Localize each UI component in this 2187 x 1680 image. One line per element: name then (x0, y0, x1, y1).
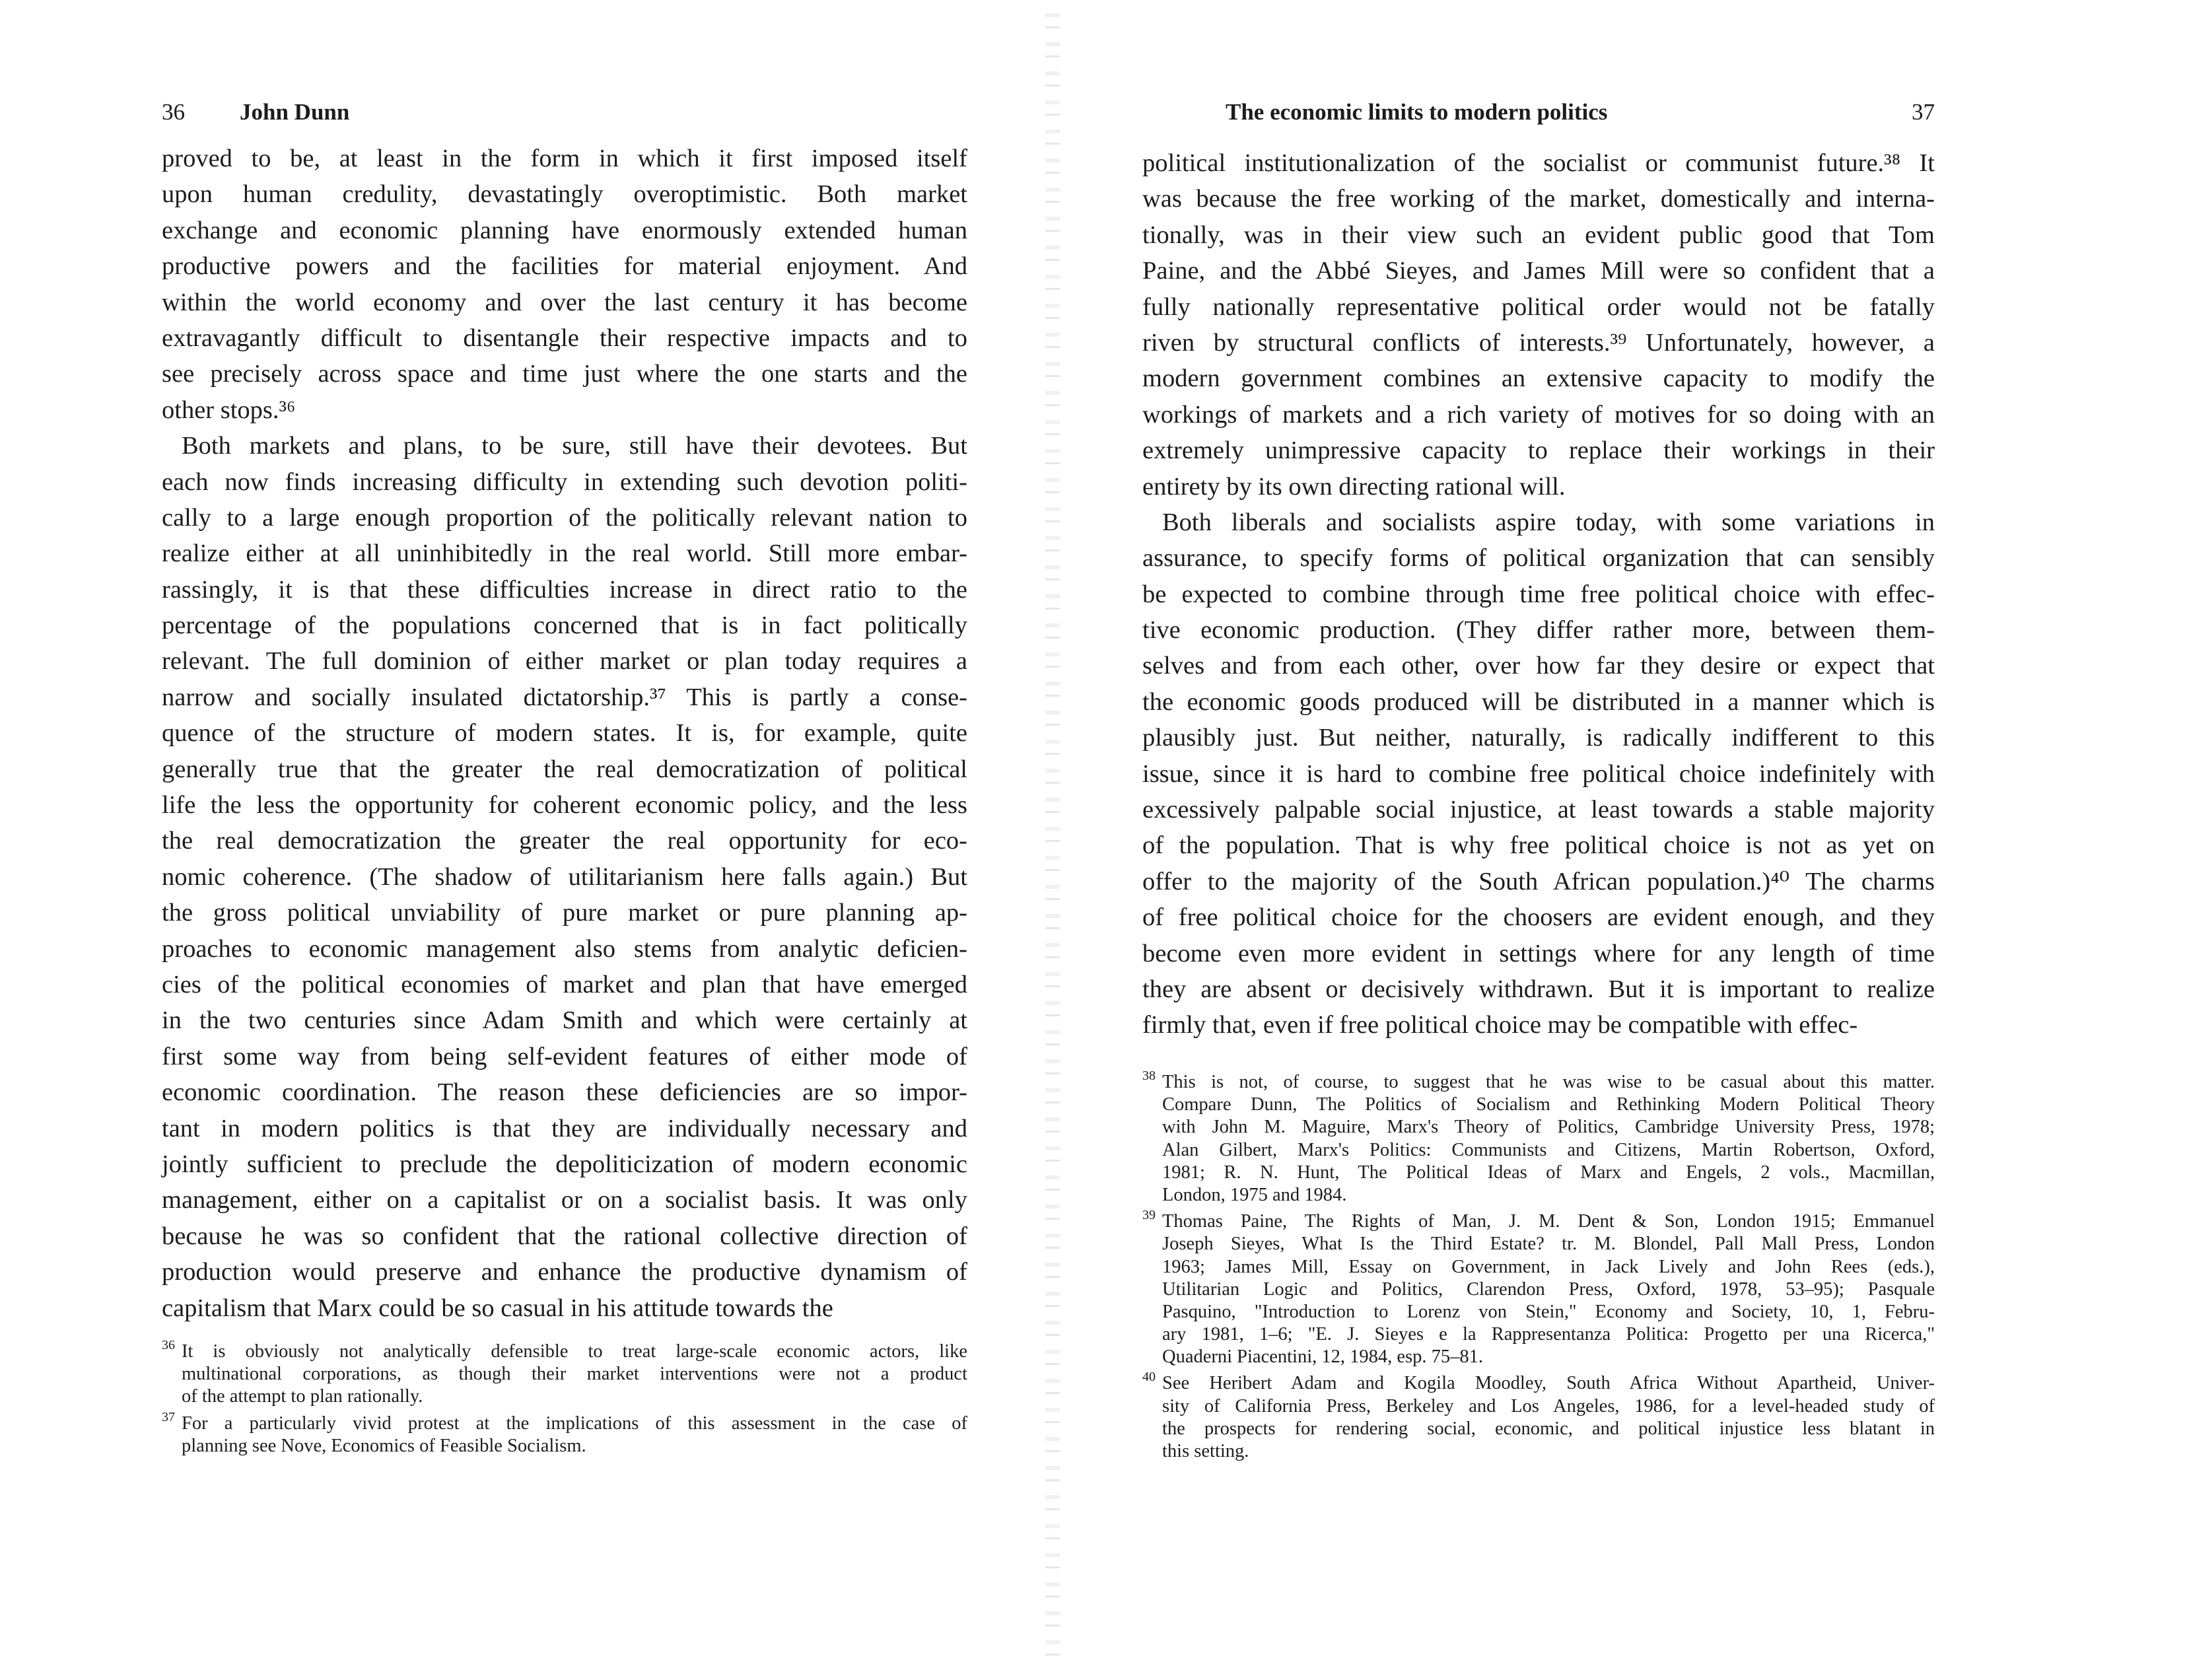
body-line: within the world economy and over the last century it has become (162, 288, 967, 316)
body-line: cally to a large enough proportion of the politically relevant nation to (162, 503, 967, 532)
left-running-head-title: John Dunn (240, 99, 350, 125)
body-line: riven by structural conflicts of interests.³⁹ Unfortunately, however, a (1142, 328, 1935, 357)
body-line: political institutionalization of the socialist or communist future.³⁸ It (1142, 149, 1935, 177)
footnote-line: It is obviously not analytically defensible to treat large-scale economic actors, like (182, 1341, 967, 1362)
footnote-line: Joseph Sieyes, What Is the Third Estate? tr. M. Blondel, Pall Mall Press, London (1162, 1234, 1935, 1255)
body-line: management, either on a capitalist or on a socialist basis. It was only (162, 1186, 967, 1214)
body-line: extravagantly difficult to disentangle their respective impacts and to (162, 324, 967, 352)
body-line: issue, since it is hard to combine free political choice indefinitely with (1142, 759, 1935, 788)
body-line: tant in modern politics is that they are individually necessary and (162, 1114, 967, 1142)
footnote-line: Thomas Paine, The Rights of Man, J. M. Dent & Son, London 1915; Emmanuel (1162, 1211, 1935, 1232)
footnote-line: Quaderni Piacentini, 12, 1984, esp. 75–81. (1162, 1347, 1484, 1368)
footnote-line: 1963; James Mill, Essay on Government, in Jack Lively and John Rees (eds.), (1162, 1256, 1935, 1277)
footnote-line: 1981; R. N. Hunt, The Political Ideas of Marx and Engels, 2 vols., Macmillan, (1162, 1162, 1935, 1183)
body-line: offer to the majority of the South African population.)⁴⁰ The charms (1142, 867, 1935, 895)
footnote-line: Alan Gilbert, Marx's Politics: Communists and Citizens, Martin Robertson, Oxford, (1162, 1139, 1935, 1160)
footnote-line: this setting. (1162, 1441, 1249, 1461)
left-footnotes (162, 1338, 967, 1461)
body-line: be expected to combine through time free political choice with effec- (1142, 580, 1935, 608)
body-line: cies of the political economies of market and plan that have emerged (162, 970, 967, 998)
footnote-line: For a particularly vivid protest at the implications of this assessment in the case of (182, 1413, 967, 1434)
body-line: economic coordination. The reason these deficiencies are so impor- (162, 1078, 967, 1107)
book-gutter (1045, 13, 1060, 1664)
body-line: narrow and socially insulated dictatorship.³⁷ This is partly a conse- (162, 683, 967, 711)
footnote-line: Pasquino, "Introduction to Lorenz von Stein," Economy and Society, 10, 1, Febru- (1162, 1301, 1935, 1322)
right-page (1142, 0, 1935, 1680)
body-line: nomic coherence. (The shadow of utilitarianism here falls again.) But (162, 862, 967, 891)
body-line: selves and from each other, over how far they desire or expect that (1142, 652, 1935, 680)
right-page-number: 37 (1912, 99, 1935, 125)
left-body-text (162, 141, 967, 1326)
body-line: firmly that, even if free political choice may be compatible with effec- (1142, 1011, 1858, 1039)
body-line: Both markets and plans, to be sure, still have their devotees. But (182, 432, 967, 460)
footnote-line: the prospects for rendering social, economic, and political injustice less blatant in (1162, 1418, 1935, 1439)
footnote-line: with John M. Maguire, Marx's Theory of Politics, Cambridge University Press, 1978; (1162, 1117, 1935, 1138)
footnote-line: of the attempt to plan rationally. (182, 1386, 423, 1407)
footnote-line: This is not, of course, to suggest that he was wise to be casual about this matter. (1162, 1072, 1935, 1092)
footnote-line: sity of California Press, Berkeley and Los Angeles, 1986, for a level-headed study of (1162, 1395, 1935, 1417)
footnote-number: 38 (1142, 1068, 1156, 1083)
body-line: extremely unimpressive capacity to replace their workings in their (1142, 437, 1935, 465)
body-line: was because the free working of the market, domestically and interna- (1142, 185, 1935, 213)
footnote-number: 39 (1142, 1208, 1156, 1223)
right-footnotes (1142, 1068, 1935, 1467)
body-line: upon human credulity, devastatingly overoptimistic. Both market (162, 180, 967, 209)
footnote (162, 1338, 967, 1409)
body-line: tive economic production. (They differ rather more, between them- (1142, 616, 1935, 645)
body-line: Both liberals and socialists aspire today, with some variations in (1162, 508, 1935, 536)
body-line: each now finds increasing difficulty in extending such devotion politi- (162, 468, 967, 496)
body-line: percentage of the populations concerned that is in fact politically (162, 612, 967, 640)
body-line: workings of markets and a rich variety of motives for so doing with an (1142, 400, 1935, 429)
body-line: productive powers and the facilities for material enjoyment. And (162, 252, 967, 281)
footnote-line: planning see Nove, Economics of Feasible Socialism. (182, 1435, 586, 1456)
body-line: modern government combines an extensive capacity to modify the (1142, 365, 1935, 393)
body-line: fully nationally representative political order would not be fatally (1142, 293, 1935, 321)
footnote (1142, 1372, 1935, 1463)
body-line: other stops.³⁶ (162, 396, 296, 424)
right-body-text (1142, 145, 1935, 1043)
footnote-line: See Heribert Adam and Kogila Moodley, South Africa Without Apartheid, Univer- (1162, 1373, 1935, 1394)
body-line: exchange and economic planning have enormously extended human (162, 216, 967, 244)
left-page (162, 0, 967, 1680)
body-line: because he was so confident that the rational collective direction of (162, 1222, 967, 1250)
body-line: tionally, was in their view such an evident public good that Tom (1142, 221, 1935, 249)
body-line: relevant. The full dominion of either market or plan today requires a (162, 647, 967, 676)
footnote-line: Utilitarian Logic and Politics, Clarendon Press, Oxford, 1978, 53–95); Pasquale (1162, 1278, 1935, 1300)
footnote (1142, 1068, 1935, 1207)
body-line: the economic goods produced will be distributed in a manner which is (1142, 687, 1935, 716)
body-line: generally true that the greater the real democratization of political (162, 755, 967, 783)
footnote-number: 36 (162, 1338, 175, 1352)
body-line: Paine, and the Abbé Sieyes, and James Mill were so confident that a (1142, 257, 1935, 285)
body-line: of free political choice for the choosers are evident enough, and they (1142, 903, 1935, 932)
body-line: of the population. That is why free political choice is not as yet on (1142, 831, 1935, 860)
body-line: see precisely across space and time just where the one starts and the (162, 360, 967, 388)
right-running-head-title: The economic limits to modern politics (1226, 99, 1608, 125)
body-line: entirety by its own directing rational will. (1142, 472, 1566, 501)
footnote-line: Compare Dunn, The Politics of Socialism and Rethinking Modern Political Theory (1162, 1094, 1935, 1115)
right-running-head (1142, 99, 1935, 132)
left-page-number: 36 (162, 99, 185, 125)
body-line: they are absent or decisively withdrawn. But it is important to realize (1142, 975, 1935, 1003)
body-line: first some way from being self-evident features of either mode of (162, 1042, 967, 1070)
body-line: production would preserve and enhance the productive dynamism of (162, 1258, 967, 1286)
footnote-number: 40 (1142, 1370, 1156, 1385)
body-line: capitalism that Marx could be so casual in his attitude towards the (162, 1294, 833, 1322)
body-line: rassingly, it is that these difficulties increase in direct ratio to the (162, 575, 967, 604)
body-line: jointly sufficient to preclude the depoliticization of modern economic (162, 1150, 967, 1178)
footnote (162, 1409, 967, 1457)
body-line: the real democratization the greater the real opportunity for eco- (162, 827, 967, 855)
body-line: become even more evident in settings where for any length of time (1142, 939, 1935, 967)
body-line: proved to be, at least in the form in which it first imposed itself (162, 145, 967, 172)
footnote-number: 37 (162, 1409, 175, 1424)
body-line: quence of the structure of modern states. It is, for example, quite (162, 719, 967, 748)
body-line: realize either at all uninhibitedly in the real world. Still more embar- (162, 540, 967, 568)
footnote-line: London, 1975 and 1984. (1162, 1184, 1347, 1205)
body-line: proaches to economic management also stems from analytic deficien- (162, 934, 967, 963)
left-running-head (162, 99, 967, 132)
body-line: plausibly just. But neither, naturally, is radically indifferent to this (1142, 724, 1935, 752)
footnote-line: multinational corporations, as though their market interventions were not a product (182, 1364, 967, 1385)
body-line: assurance, to specify forms of political organization that can sensibly (1142, 544, 1935, 573)
body-line: life the less the opportunity for coherent economic policy, and the less (162, 791, 967, 820)
body-line: in the two centuries since Adam Smith and which were certainly at (162, 1006, 967, 1035)
footnote-line: ary 1981, 1–6; "E. J. Sieyes e la Rappresentanza Politica: Progetto per una Ricerca," (1162, 1324, 1935, 1345)
body-line: the gross political unviability of pure market or pure planning ap- (162, 899, 967, 927)
body-line: excessively palpable social injustice, at least towards a stable majority (1142, 796, 1935, 824)
footnote (1142, 1210, 1935, 1368)
